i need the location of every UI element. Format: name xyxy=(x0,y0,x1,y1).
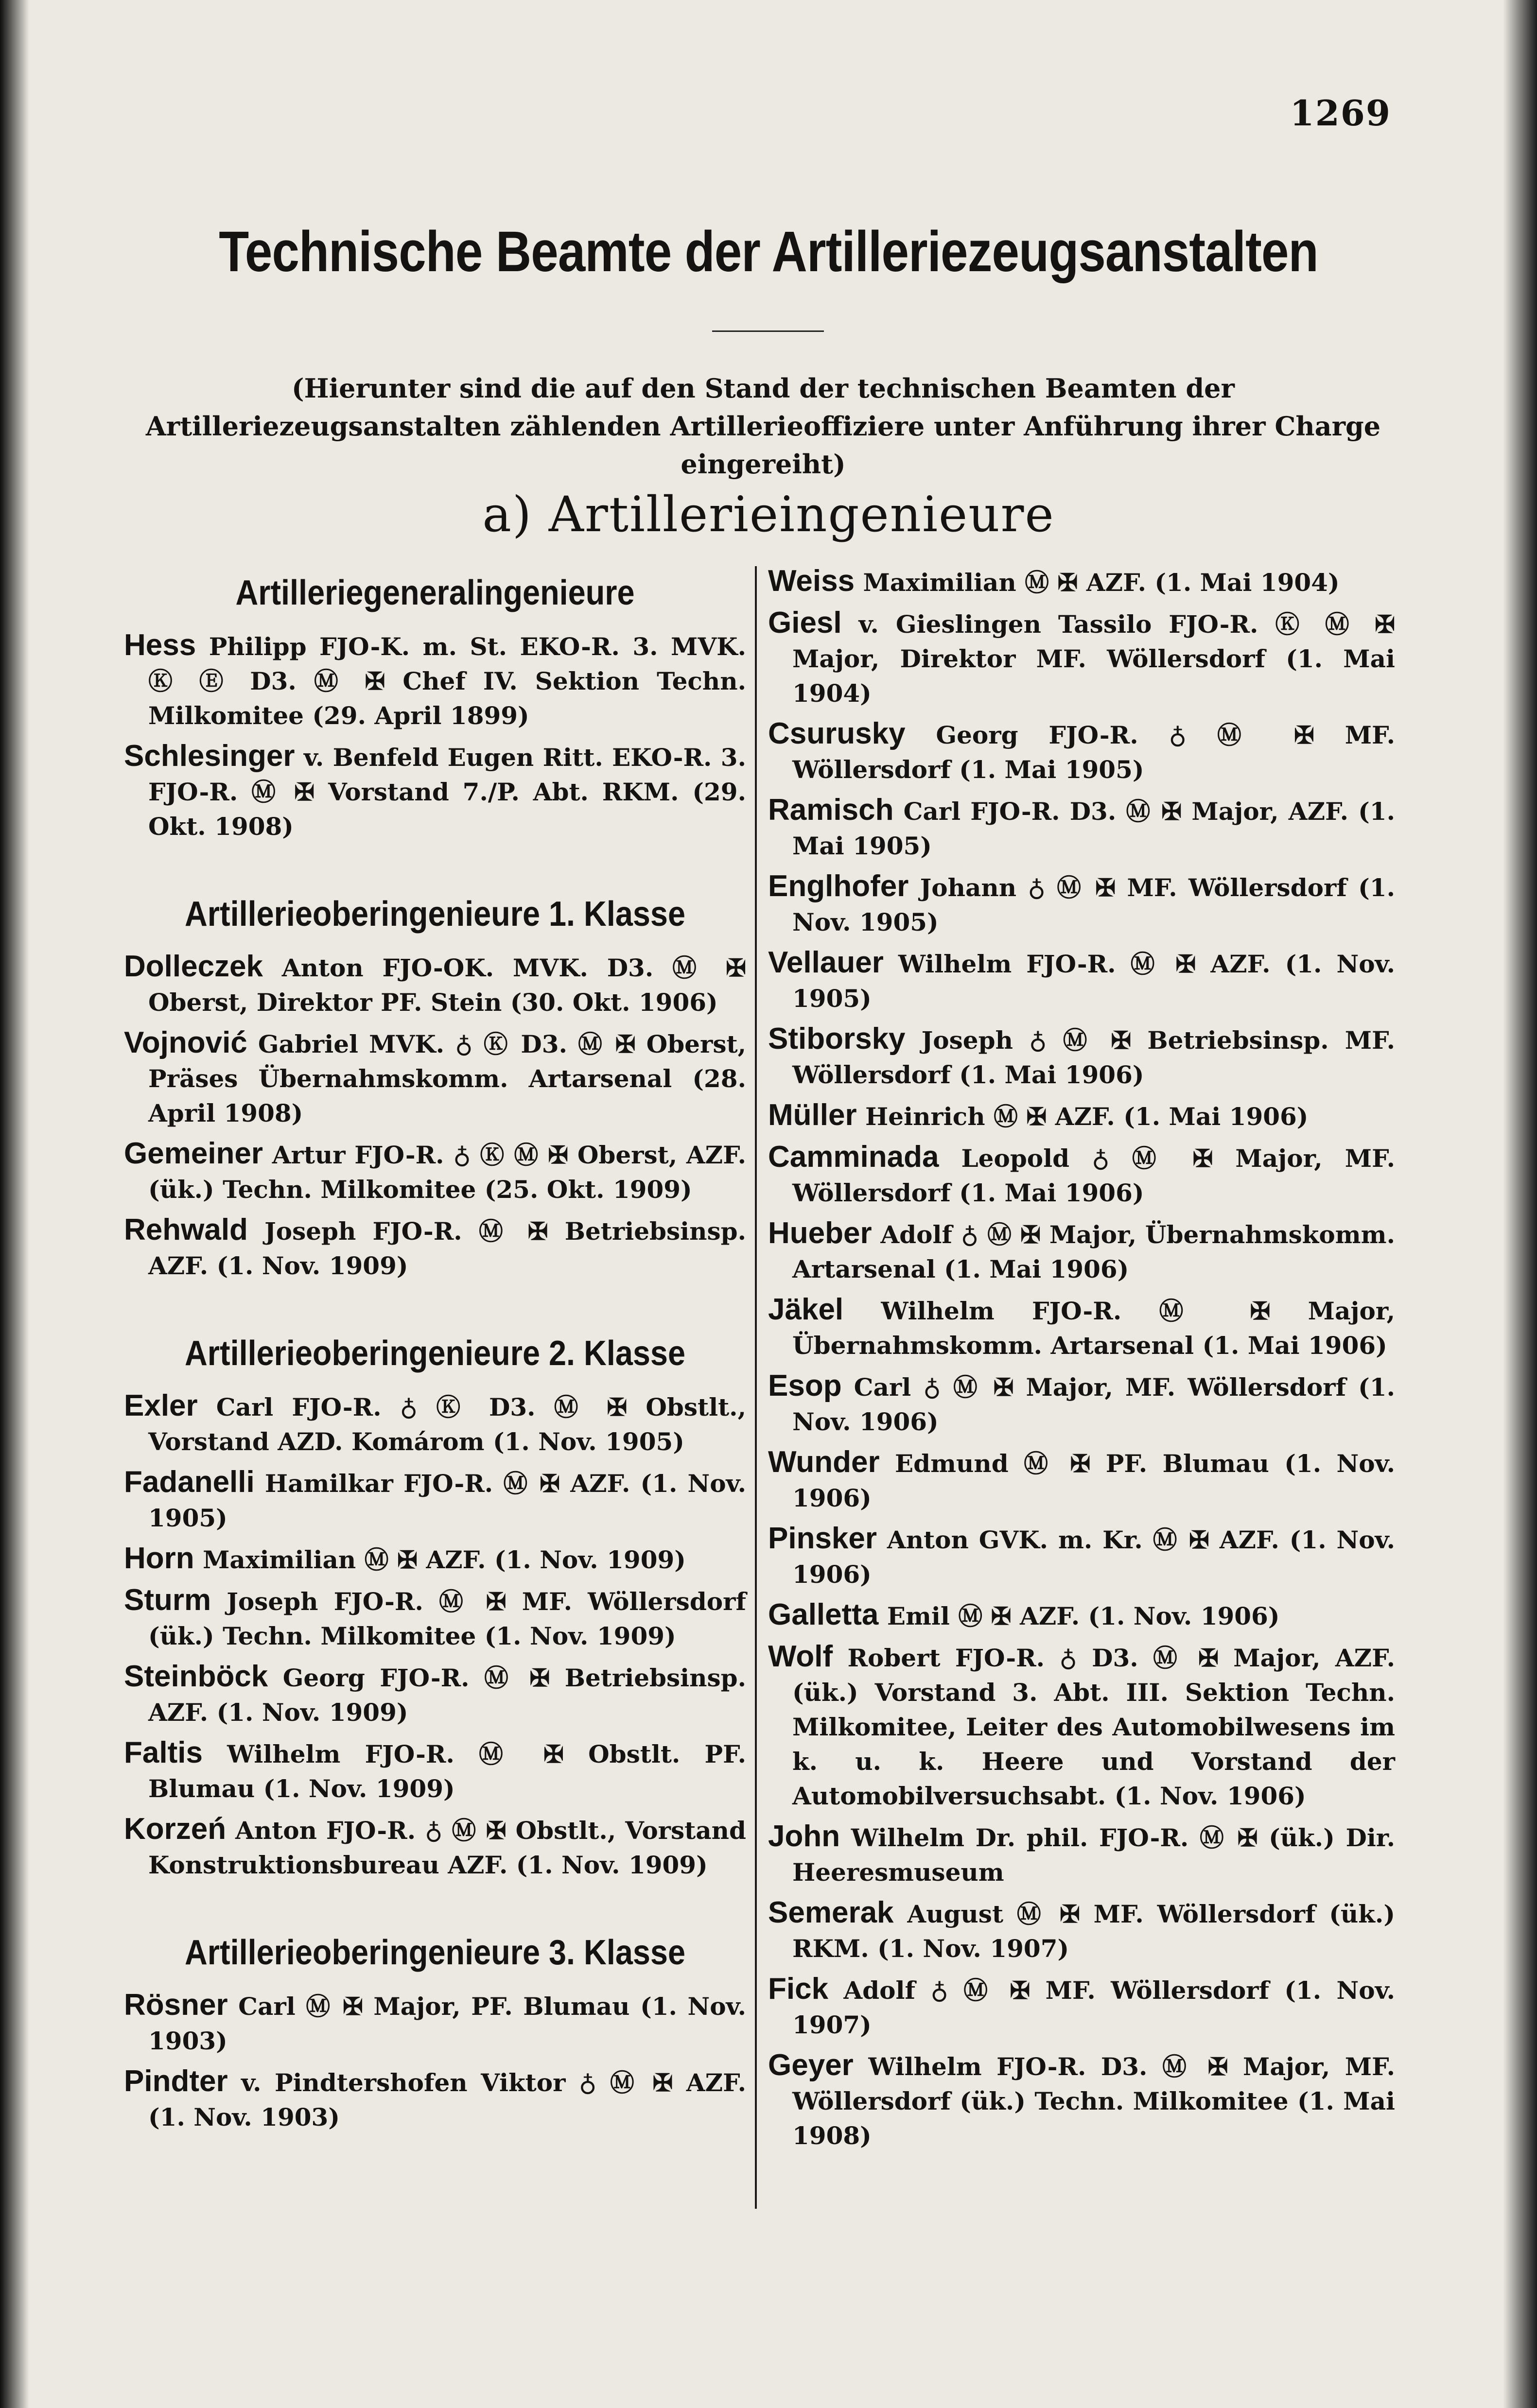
person-surname: Wolf xyxy=(768,1640,833,1673)
person-surname: Fick xyxy=(768,1972,829,2006)
person-surname: Geyer xyxy=(768,2048,854,2082)
personnel-entry xyxy=(768,945,1395,1016)
personnel-entry xyxy=(768,716,1395,787)
person-surname: Sturm xyxy=(124,1583,211,1617)
personnel-entry xyxy=(124,1025,746,1130)
personnel-entry xyxy=(124,1541,746,1577)
entry-details: Joseph FJO-R. Ⓜ ✠ Betriebsinsp. AZF. (1. Nov. 1909) xyxy=(148,1217,746,1280)
personnel-entry xyxy=(768,1140,1395,1210)
entry-details: Carl FJO-R. D3. Ⓜ ✠ Major, AZF. (1. Mai 1905) xyxy=(792,797,1395,860)
entry-group xyxy=(124,628,746,844)
personnel-entry xyxy=(768,1216,1395,1286)
personnel-entry xyxy=(768,1292,1395,1363)
personnel-entry xyxy=(768,1819,1395,1889)
person-surname: Korzeń xyxy=(124,1812,227,1846)
entry-details: Johann ♁ Ⓜ ✠ MF. Wöllersdorf (1. Nov. 1905) xyxy=(792,873,1395,936)
person-surname: Fadanelli xyxy=(124,1465,255,1499)
person-surname: Vojnović xyxy=(124,1026,247,1059)
entry-details: Carl ♁ Ⓜ ✠ Major, MF. Wöllersdorf (1. Nov. 1906) xyxy=(792,1373,1395,1436)
entry-details: v. Benfeld Eugen Ritt. EKO-R. 3. FJO-R. Ⓜ ✠ Vorstand 7./P. Abt. RKM. (29. Okt. 1908) xyxy=(148,743,746,841)
entry-details: Maximilian Ⓜ ✠ AZF. (1. Nov. 1909) xyxy=(203,1545,686,1574)
personnel-entry xyxy=(768,1022,1395,1092)
entry-details: Leopold ♁ Ⓜ ✠ Major, MF. Wöllersdorf (1. Mai 1906) xyxy=(792,1144,1395,1207)
person-surname: Hueber xyxy=(768,1216,872,1250)
entry-details: Gabriel MVK. ♁ Ⓚ D3. Ⓜ ✠ Oberst, Präses Übernahmskomm. Artarsenal (28. April 1908) xyxy=(148,1030,746,1127)
entry-details: Heinrich Ⓜ ✠ AZF. (1. Mai 1906) xyxy=(865,1102,1309,1131)
person-surname: Camminada xyxy=(768,1140,939,1174)
personnel-entry xyxy=(124,1388,746,1459)
page-number: 1269 xyxy=(1290,92,1391,134)
personnel-entry xyxy=(768,606,1395,710)
page-title: Technische Beamte der Artilleriezeugsanstalten xyxy=(219,220,1318,284)
group-heading: Artillerieoberingenieure 2. Klasse xyxy=(184,1334,685,1373)
entry-details: Maximilian Ⓜ ✠ AZF. (1. Mai 1904) xyxy=(863,568,1340,597)
entry-details: Joseph FJO-R. Ⓜ ✠ MF. Wöllersdorf (ük.) Techn. Milkomitee (1. Nov. 1909) xyxy=(148,1587,746,1650)
person-surname: Jäkel xyxy=(768,1293,844,1326)
entry-details: Georg FJO-R. ♁ Ⓜ ✠ MF. Wöllersdorf (1. Mai 1905) xyxy=(792,721,1395,784)
entry-details: Wilhelm FJO-R. Ⓜ ✠ AZF. (1. Nov. 1905) xyxy=(792,950,1395,1013)
entry-details: Adolf ♁ Ⓜ ✠ Major, Übernahmskomm. Artarsenal (1. Mai 1906) xyxy=(792,1220,1395,1283)
entry-details: Wilhelm Dr. phil. FJO-R. Ⓜ ✠ (ük.) Dir. Heeresmuseum xyxy=(792,1823,1395,1887)
group-heading: Artilleriegeneralingenieure xyxy=(235,573,635,612)
entry-details: Anton GVK. m. Kr. Ⓜ ✠ AZF. (1. Nov. 1906) xyxy=(792,1525,1395,1589)
personnel-entry xyxy=(768,564,1395,600)
person-surname: Pindter xyxy=(124,2064,228,2098)
person-surname: Rösner xyxy=(124,1988,228,2022)
entry-details: v. Pindtershofen Viktor ♁ Ⓜ ✠ AZF. (1. Nov. 1903) xyxy=(148,2068,746,2131)
person-surname: Dolleczek xyxy=(124,950,263,983)
entry-details: Carl Ⓜ ✠ Major, PF. Blumau (1. Nov. 1903) xyxy=(148,1992,746,2055)
personnel-entry xyxy=(768,1521,1395,1592)
entry-details: Georg FJO-R. Ⓜ ✠ Betriebsinsp. AZF. (1. Nov. 1909) xyxy=(148,1663,746,1727)
person-surname: Pinsker xyxy=(768,1522,877,1555)
entry-details: Wilhelm FJO-R. Ⓜ ✠ Obstlt. PF. Blumau (1. Nov. 1909) xyxy=(148,1740,746,1803)
personnel-entry xyxy=(768,793,1395,863)
title-rule xyxy=(712,330,824,332)
personnel-entry xyxy=(768,1597,1395,1633)
entry-details: Edmund Ⓜ ✠ PF. Blumau (1. Nov. 1906) xyxy=(792,1449,1395,1512)
personnel-entry xyxy=(124,1812,746,1882)
entry-details: Wilhelm FJO-R. D3. Ⓜ ✠ Major, MF. Wöllersdorf (ük.) Techn. Milkomitee (1. Mai 1908) xyxy=(792,2052,1395,2150)
personnel-entry xyxy=(768,1972,1395,2042)
entry-details: Philipp FJO-K. m. St. EKO-R. 3. MVK. Ⓚ Ⓔ D3. Ⓜ ✠ Chef IV. Sektion Techn. Milkomitee (29. April 1899) xyxy=(148,632,746,730)
person-surname: Rehwald xyxy=(124,1213,248,1247)
entry-details: August Ⓜ ✠ MF. Wöllersdorf (ük.) RKM. (1. Nov. 1907) xyxy=(792,1900,1395,1963)
group-heading: Artillerieoberingenieure 1. Klasse xyxy=(184,895,685,934)
intro-note: (Hierunter sind die auf den Stand der technischen Beamten der Artilleriezeugsanstalten zählenden Artillerieoffiziere unter Anführung ihrer Charge eingereiht) xyxy=(145,373,1381,480)
person-surname: John xyxy=(768,1819,840,1853)
person-surname: Englhofer xyxy=(768,869,909,903)
person-surname: Stiborsky xyxy=(768,1022,906,1056)
personnel-entry xyxy=(124,1988,746,2058)
entry-details: Carl FJO-R. ♁ Ⓚ D3. Ⓜ ✠ Obstlt., Vorstand AZD. Komárom (1. Nov. 1905) xyxy=(148,1393,746,1456)
entry-group xyxy=(768,564,1395,2153)
personnel-entry xyxy=(124,1465,746,1535)
entry-details: v. Gieslingen Tassilo FJO-R. Ⓚ Ⓜ ✠ Major, Direktor MF. Wöllersdorf (1. Mai 1904) xyxy=(792,610,1395,708)
personnel-entry xyxy=(768,1895,1395,1966)
left-column xyxy=(124,564,746,2140)
entry-details: Anton FJO-R. ♁ Ⓜ ✠ Obstlt., Vorstand Konstruktionsbureau AZF. (1. Nov. 1909) xyxy=(148,1816,746,1879)
entry-details: Hamilkar FJO-R. Ⓜ ✠ AZF. (1. Nov. 1905) xyxy=(148,1469,746,1532)
group-heading: Artillerieoberingenieure 3. Klasse xyxy=(184,1933,685,1972)
personnel-entry xyxy=(124,2064,746,2134)
person-surname: Müller xyxy=(768,1098,857,1132)
personnel-entry xyxy=(768,1445,1395,1515)
entry-details: Robert FJO-R. ♁ D3. Ⓜ ✠ Major, AZF. (ük.) Vorstand 3. Abt. III. Sektion Techn. Milkomitee, Leiter des Automobilwesens im k. u. k. Heere und Vorstand der Automobilversuchsabt. (1. Nov. 1906) xyxy=(792,1644,1395,1810)
person-surname: Giesl xyxy=(768,606,842,640)
person-surname: Horn xyxy=(124,1542,194,1575)
personnel-entry xyxy=(124,1213,746,1283)
entry-details: Joseph ♁ Ⓜ ✠ Betriebsinsp. MF. Wöllersdorf (1. Mai 1906) xyxy=(792,1026,1395,1089)
personnel-entry xyxy=(768,869,1395,939)
column-divider xyxy=(755,566,757,2209)
entry-group xyxy=(124,1988,746,2134)
personnel-entry xyxy=(124,949,746,1020)
person-surname: Vellauer xyxy=(768,946,884,979)
personnel-entry xyxy=(124,1583,746,1653)
personnel-entry xyxy=(124,1659,746,1730)
personnel-entry xyxy=(124,1136,746,1207)
entry-details: Adolf ♁ Ⓜ ✠ MF. Wöllersdorf (1. Nov. 1907) xyxy=(792,1976,1395,2039)
person-surname: Ramisch xyxy=(768,793,894,827)
entry-details: Wilhelm FJO-R. Ⓜ ✠ Major, Übernahmskomm. Artarsenal (1. Mai 1906) xyxy=(792,1297,1395,1360)
personnel-entry xyxy=(768,2048,1395,2153)
personnel-entry xyxy=(768,1639,1395,1813)
person-surname: Galletta xyxy=(768,1598,879,1631)
person-surname: Exler xyxy=(124,1389,198,1422)
entry-group xyxy=(124,1388,746,1882)
personnel-entry xyxy=(768,1098,1395,1134)
person-surname: Gemeiner xyxy=(124,1137,263,1170)
entry-details: Anton FJO-OK. MVK. D3. Ⓜ ✠ Oberst, Direktor PF. Stein (30. Okt. 1906) xyxy=(148,953,746,1017)
person-surname: Faltis xyxy=(124,1736,203,1769)
person-surname: Weiss xyxy=(768,564,855,598)
person-surname: Esop xyxy=(768,1369,842,1403)
personnel-entry xyxy=(124,1735,746,1806)
entry-group xyxy=(124,949,746,1283)
person-surname: Schlesinger xyxy=(124,739,295,773)
person-surname: Steinböck xyxy=(124,1660,268,1693)
section-heading: a) Artillerieingenieure xyxy=(482,486,1055,543)
person-surname: Csurusky xyxy=(768,717,906,750)
person-surname: Wunder xyxy=(768,1445,880,1479)
entry-details: Artur FJO-R. ♁ Ⓚ Ⓜ ✠ Oberst, AZF. (ük.) Techn. Milkomitee (25. Okt. 1909) xyxy=(148,1141,746,1204)
person-surname: Semerak xyxy=(768,1896,894,1929)
entry-details: Emil Ⓜ ✠ AZF. (1. Nov. 1906) xyxy=(887,1602,1280,1630)
person-surname: Hess xyxy=(124,628,196,662)
personnel-entry xyxy=(124,739,746,844)
personnel-entry xyxy=(768,1369,1395,1439)
personnel-entry xyxy=(124,628,746,733)
right-column xyxy=(768,564,1395,2159)
